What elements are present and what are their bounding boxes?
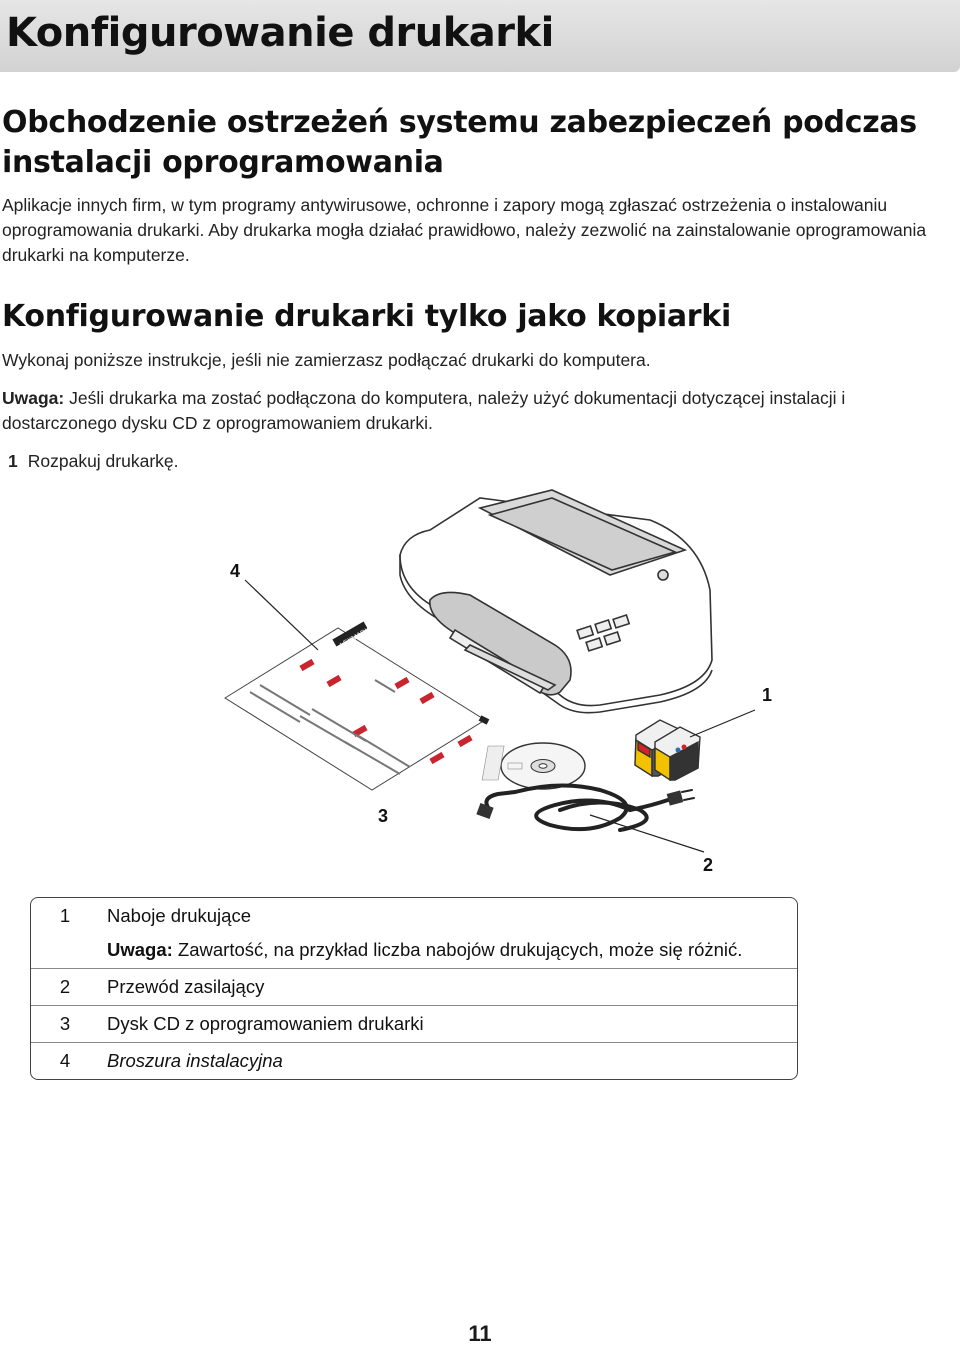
legend-num: 1 [59,905,71,926]
table-row [31,1042,797,1079]
legend-label: Naboje drukujące [107,905,251,926]
table-row [31,898,797,968]
printer-image [400,490,712,713]
printer-contents-illustration [0,480,960,880]
setup-sheet-image [225,622,488,790]
section2-heading: Konfigurowanie drukarki tylko jako kopiarki [2,299,731,334]
legend-table [30,897,798,1080]
ink-cartridges-image [635,720,700,780]
cd-label-text: LEXMARK [339,626,372,650]
note-label: Uwaga: [107,939,173,960]
table-row [31,968,797,1005]
legend-num: 4 [31,1042,99,1079]
power-cord-image [476,785,694,830]
legend-label: Dysk CD z oprogramowaniem drukarki [99,1005,797,1042]
legend-num: 3 [31,1005,99,1042]
section2-note [2,386,952,436]
legend-num: 2 [31,968,99,1005]
table-row [31,1005,797,1042]
page-number: 11 [468,1321,492,1346]
section1-body: Aplikacje innych firm, w tym programy antywirusowe, ochronne i zapory mogą zgłaszać ostrzeżenia o instalowaniu oprogramowania drukarki. Aby drukarka mogła działać prawidłowo, należy zezwolić na zainstalowanie oprogramowania drukarki na komputerze. [2,195,927,265]
step-text: Rozpakuj drukarkę. [27,451,179,471]
callout-2: 2 [703,855,714,875]
page-title: Konfigurowanie drukarki [6,10,554,56]
legend-label: Przewód zasilający [99,968,797,1005]
callout-4: 4 [230,561,241,581]
cd-image [482,743,585,789]
note-text: Zawartość, na przykład liczba nabojów drukujących, może się różnić. [172,939,743,960]
step-1 [8,449,958,474]
legend-note [107,939,789,961]
note-text: Jeśli drukarka ma zostać podłączona do komputera, należy użyć dokumentacji dotyczącej instalacji i dostarczonego dysku CD z oprogramowaniem drukarki. [2,388,846,433]
section1-heading: Obchodzenie ostrzeżeń systemu zabezpieczeń podczas instalacji oprogramowania [2,105,917,180]
callout-3: 3 [378,806,389,826]
note-label: Uwaga: [2,388,65,408]
title-bar [0,0,960,72]
step-number: 1 [8,451,18,471]
callout-1: 1 [762,685,773,705]
legend-label: Broszura instalacyjna [99,1042,797,1079]
section2-intro: Wykonaj poniższe instrukcje, jeśli nie zamierzasz podłączać drukarki do komputera. [2,350,651,370]
legend-text [99,898,797,968]
